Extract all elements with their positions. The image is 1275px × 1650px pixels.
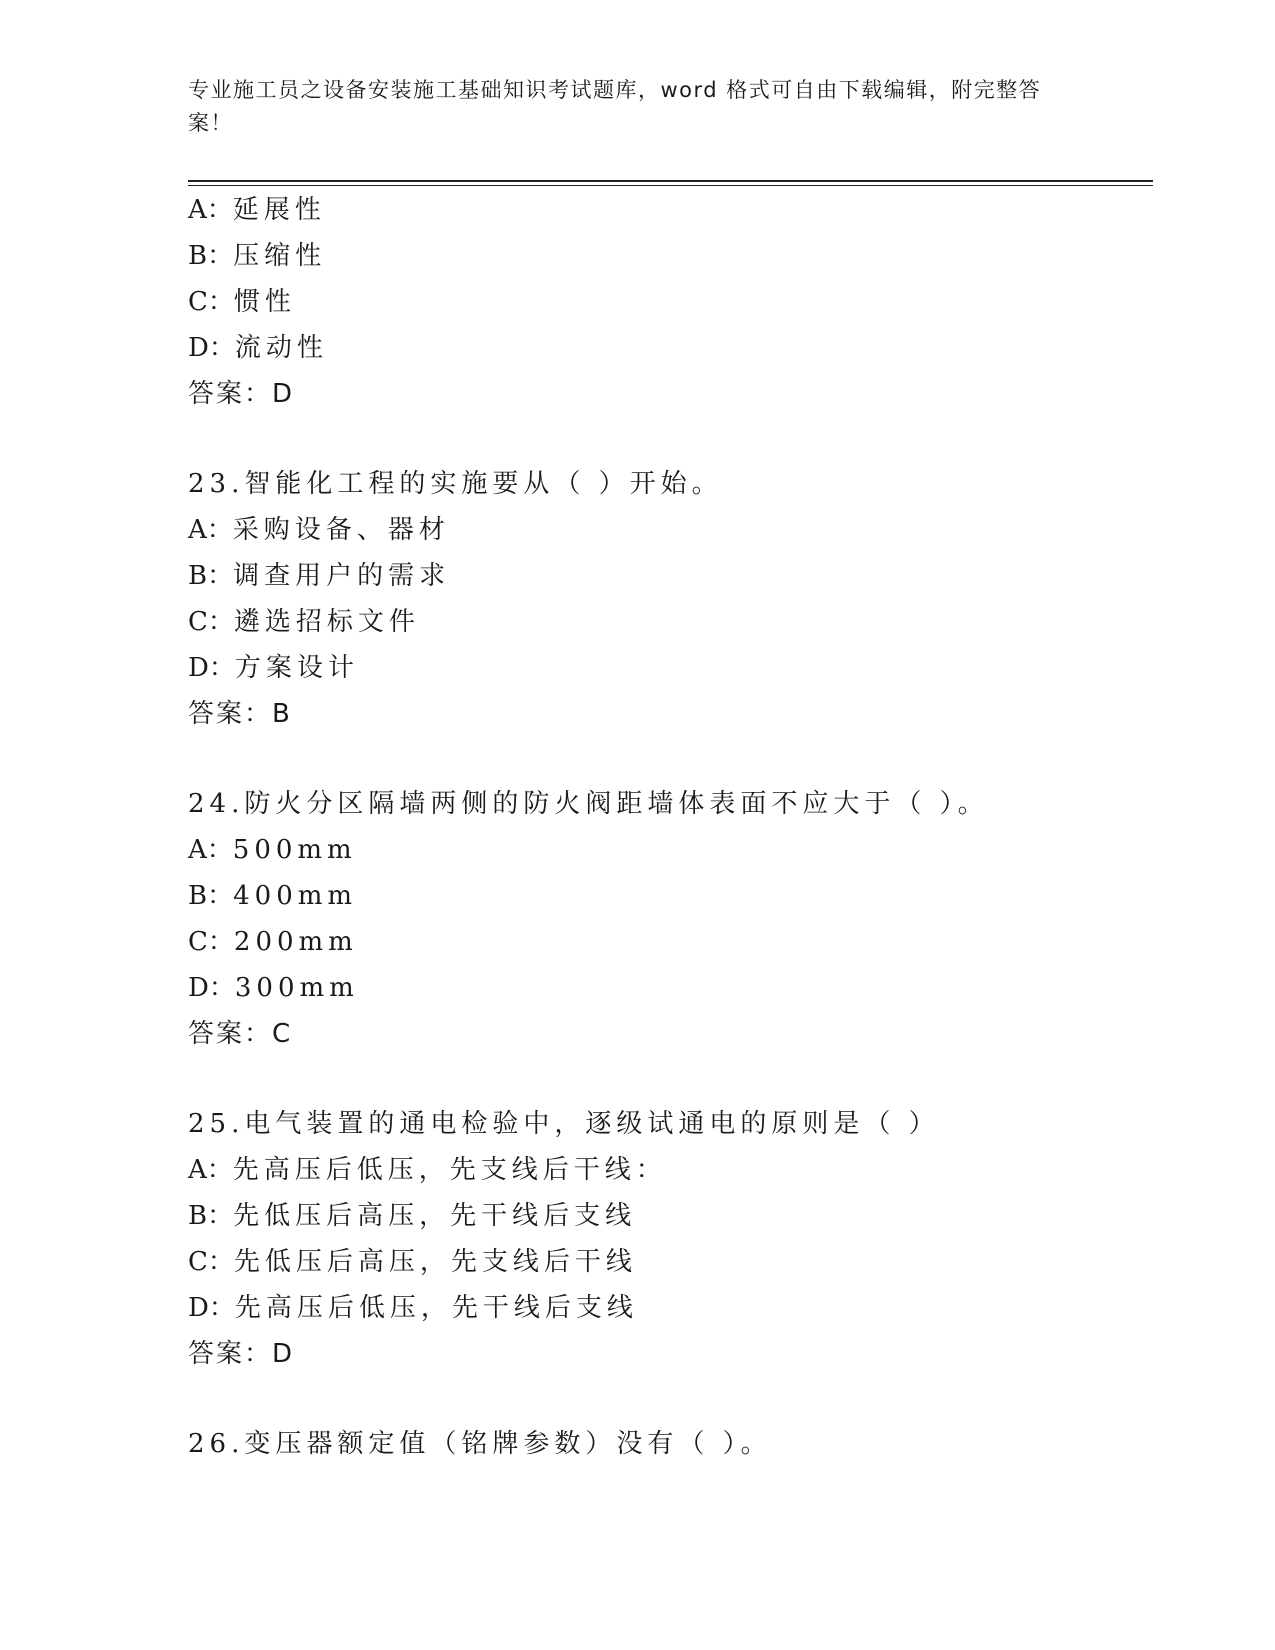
option-text: 500mm <box>232 835 357 865</box>
option-text: 方案设计 <box>234 653 359 683</box>
option-d <box>188 965 1148 1011</box>
option-c <box>188 1239 1148 1285</box>
header-divider-thick <box>188 180 1153 182</box>
option-d <box>188 645 1148 691</box>
option-text: 流动性 <box>234 333 328 363</box>
option-key: A： <box>188 1155 233 1185</box>
answer-line: 答案：B <box>188 699 292 729</box>
question-stem: 24.防火分区隔墙两侧的防火阀距墙体表面不应大于（ ）。 <box>188 789 989 819</box>
answer-line: 答案：D <box>188 1339 295 1369</box>
spacer <box>188 1057 1148 1101</box>
option-text: 先低压后高压，先支线后干线 <box>233 1247 637 1277</box>
option-text: 遴选招标文件 <box>233 607 420 637</box>
option-text: 延展性 <box>232 195 326 225</box>
header-divider-thin <box>188 185 1153 186</box>
spacer <box>188 1377 1148 1421</box>
option-a <box>188 827 1148 873</box>
option-a <box>188 187 1148 233</box>
option-b <box>188 553 1148 599</box>
option-key: D： <box>188 653 235 683</box>
option-c <box>188 279 1148 325</box>
question-list <box>188 187 1148 1467</box>
option-key: A： <box>188 835 233 865</box>
question-24 <box>188 781 1148 1057</box>
option-key: D： <box>188 333 235 363</box>
option-key: C： <box>188 287 234 317</box>
option-key: C： <box>188 1247 234 1277</box>
option-key: C： <box>188 607 234 637</box>
option-key: D： <box>188 1293 235 1323</box>
option-b <box>188 233 1148 279</box>
question-23 <box>188 461 1148 737</box>
option-b <box>188 1193 1148 1239</box>
option-text: 采购设备、器材 <box>232 515 450 545</box>
option-text: 先高压后低压，先支线后干线： <box>232 1155 667 1185</box>
option-key: B： <box>188 241 234 271</box>
spacer <box>188 417 1148 461</box>
option-text: 200mm <box>233 927 358 957</box>
question-stem: 23.智能化工程的实施要从（ ）开始。 <box>188 469 723 499</box>
answer-line: 答案：C <box>188 1019 293 1049</box>
option-b <box>188 873 1148 919</box>
option-a <box>188 1147 1148 1193</box>
option-d <box>188 325 1148 371</box>
option-text: 调查用户的需求 <box>233 561 451 591</box>
option-c <box>188 599 1148 645</box>
question-26 <box>188 1421 1148 1467</box>
option-text: 压缩性 <box>233 241 327 271</box>
option-key: B： <box>188 561 234 591</box>
question-25 <box>188 1101 1148 1377</box>
question-22-continued <box>188 187 1148 417</box>
option-c <box>188 919 1148 965</box>
answer-line: 答案：D <box>188 379 295 409</box>
option-text: 400mm <box>233 881 358 911</box>
option-text: 300mm <box>234 973 359 1003</box>
option-key: A： <box>188 195 233 225</box>
option-a <box>188 507 1148 553</box>
option-key: D： <box>188 973 235 1003</box>
option-text: 先高压后低压，先干线后支线 <box>234 1293 638 1323</box>
question-stem: 25.电气装置的通电检验中，逐级试通电的原则是（ ） <box>188 1109 940 1139</box>
option-key: C： <box>188 927 234 957</box>
option-key: A： <box>188 515 233 545</box>
option-key: B： <box>188 1201 234 1231</box>
spacer <box>188 737 1148 781</box>
question-stem: 26.变压器额定值（铭牌参数）没有（ ）。 <box>188 1429 772 1459</box>
option-text: 先低压后高压，先干线后支线 <box>233 1201 637 1231</box>
option-text: 惯性 <box>233 287 296 317</box>
document-header-title: 专业施工员之设备安装施工基础知识考试题库，word 格式可自由下载编辑，附完整答案！ <box>188 78 1042 135</box>
option-key: B： <box>188 881 234 911</box>
option-d <box>188 1285 1148 1331</box>
